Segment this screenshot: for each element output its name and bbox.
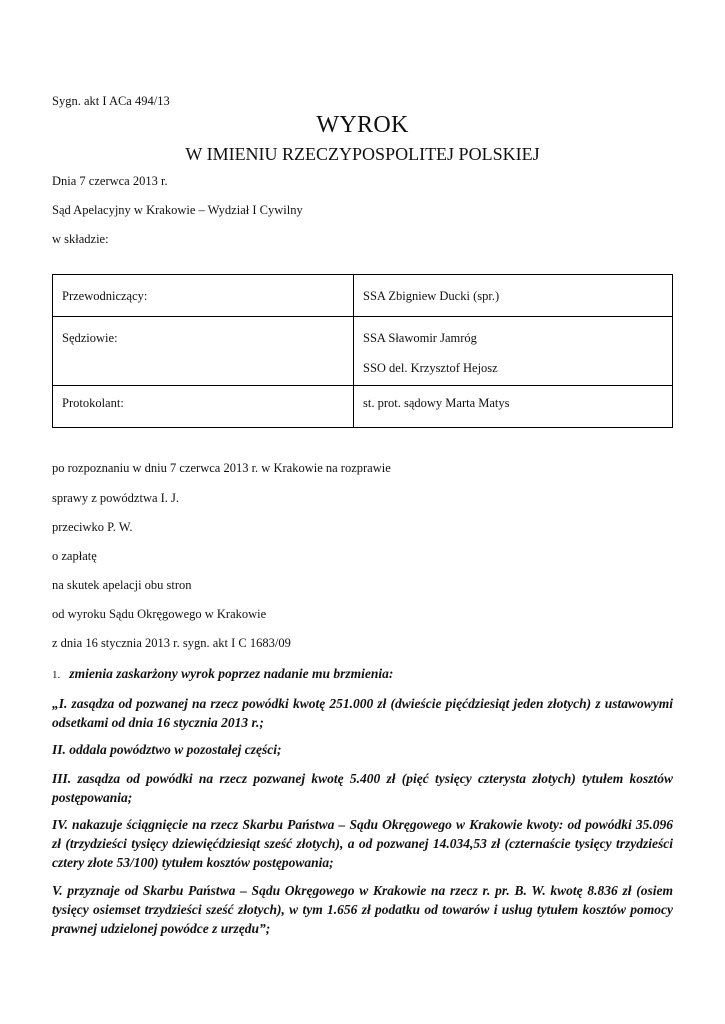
judges-value (354, 317, 673, 386)
proceedings-line: przeciwko P. W. (52, 520, 133, 534)
table-row (53, 275, 673, 317)
date-line: Dnia 7 czerwca 2013 r. (52, 174, 168, 188)
judge-name: SSA Sławomir Jamróg (363, 331, 477, 345)
court-name: Sąd Apelacyjny w Krakowie – Wydział I Cywilny (52, 203, 303, 217)
judges-label: Sędziowie: (53, 317, 354, 386)
proceedings-line: od wyroku Sądu Okręgowego w Krakowie (52, 607, 267, 621)
ruling-item: II. oddala powództwo w pozostałej części; (52, 742, 282, 757)
point-number: 1. (52, 669, 61, 681)
document-title: WYROK (316, 112, 409, 138)
proceedings-line: po rozpoznaniu w dniu 7 czerwca 2013 r. w Krakowie na rozprawie (52, 461, 391, 475)
composition-intro: w składzie: (52, 232, 109, 246)
table-row (53, 386, 673, 428)
ruling-point-1 (52, 664, 393, 683)
presiding-label: Przewodniczący: (53, 275, 354, 317)
ruling-item: IV. nakazuje ściągnięcie na rzecz Skarbu Państwa – Sądu Okręgowego w Krakowie kwoty: od powódki 35.096 zł (trzydzieści tysięcy dziewięćdziesiąt sześć złotych), a od pozwanej 14.034,53 zł (czternaście tysięcy trzydzieści cztery złote 53/100) tytułem kosztów postępowania; (52, 817, 673, 870)
proceedings-line: z dnia 16 stycznia 2013 r. sygn. akt I C 1683/09 (52, 636, 291, 650)
ruling-item: V. przyznaje od Skarbu Państwa – Sądu Okręgowego w Krakowie na rzecz r. pr. B. W. kwotę 8.836 zł (osiem tysięcy osiemset trzydzieści sześć złotych), w tym 1.656 zł podatku od towarów i usług tytułem kosztów pomocy prawnej udzielonej powódce z urzędu”; (52, 883, 673, 936)
ruling-item: III. zasądza od powódki na rzecz pozwanej kwotę 5.400 zł (pięć tysięcy czterysta złotych) tytułem kosztów postępowania; (52, 771, 673, 805)
clerk-label: Protokolant: (53, 386, 354, 428)
table-row (53, 317, 673, 386)
clerk-value: st. prot. sądowy Marta Matys (354, 386, 673, 428)
point-text: zmienia zaskarżony wyrok poprzez nadanie mu brzmienia: (69, 666, 394, 681)
proceedings-line: sprawy z powództwa I. J. (52, 491, 180, 505)
proceedings-line: o zapłatę (52, 549, 97, 563)
document-subtitle: W IMIENIU RZECZYPOSPOLITEJ POLSKIEJ (185, 144, 540, 164)
ruling-item: „I. zasądza od pozwanej na rzecz powódki kwotę 251.000 zł (dwieście pięćdziesiąt jeden złotych) z ustawowymi odsetkami od dnia 16 stycznia 2013 r.; (52, 696, 673, 730)
proceedings-line: na skutek apelacji obu stron (52, 578, 192, 592)
composition-table (52, 274, 673, 428)
presiding-value: SSA Zbigniew Ducki (spr.) (354, 275, 673, 317)
judge-name: SSO del. Krzysztof Hejosz (363, 361, 498, 375)
case-number: Sygn. akt I ACa 494/13 (52, 94, 170, 108)
